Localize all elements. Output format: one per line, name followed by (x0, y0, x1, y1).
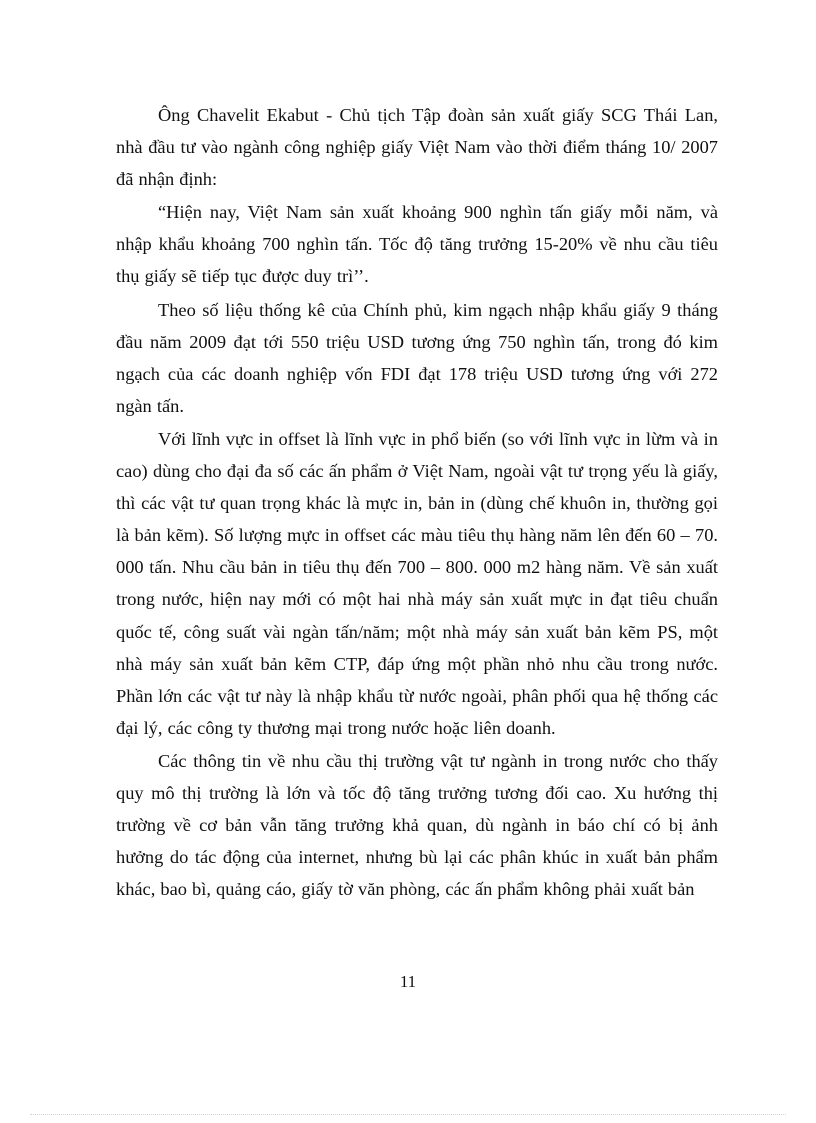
page-number: 11 (399, 972, 417, 991)
paragraph-market-outlook: Các thông tin về nhu cầu thị trường vật tư ngành in trong nước cho thấy quy mô thị trường là lớn và tốc độ tăng trưởng tương đối cao. Xu hướng thị trường về cơ bản vẫn tăng trưởng khả quan, dù ngành in báo chí có bị ảnh hưởng do tác động của internet, nhưng bù lại các phân khúc in xuất bản phẩm khác, bao bì, quảng cáo, giấy tờ văn phòng, các ấn phẩm không phải xuất bản (116, 750, 718, 900)
page-body (116, 99, 718, 906)
paragraph-paper-production-quote: “Hiện nay, Việt Nam sản xuất khoảng 900 nghìn tấn giấy mỗi năm, và nhập khẩu khoảng 700 nghìn tấn. Tốc độ tăng trưởng 15-20% về nhu cầu tiêu thụ giấy sẽ tiếp tục được duy trì’’. (116, 202, 718, 287)
page-bottom-divider (30, 1114, 786, 1115)
paragraph-offset-printing-supplies: Với lĩnh vực in offset là lĩnh vực in phổ biến (so với lĩnh vực in lừm và in cao) dùng cho đại đa số các ấn phẩm ở Việt Nam, ngoài vật tư trọng yếu là giấy, thì các vật tư quan trọng khác là mực in, bản in (dùng chế khuôn in, thường gọi là bản kẽm). Số lượng mực in offset các màu tiêu thụ hàng năm lên đến 60 – 70. 000 tấn. Nhu cầu bản in tiêu thụ đến 700 – 800. 000 m2 hàng năm. Về sản xuất trong nước, hiện nay mới có một hai nhà máy sản xuất mực in đạt tiêu chuẩn quốc tế, công suất vài ngàn tấn/năm; một nhà máy sản xuất bản kẽm PS, một nhà máy sản xuất bản kẽm CTP, đáp ứng một phần nhỏ nhu cầu trong nước. Phần lớn các vật tư này là nhập khẩu từ nước ngoài, phân phối qua hệ thống các đại lý, các công ty thương mại trong nước hoặc liên doanh. (116, 428, 718, 738)
paragraph-paper-import-statistics: Theo số liệu thống kê của Chính phủ, kim ngạch nhập khẩu giấy 9 tháng đầu năm 2009 đạt tới 550 triệu USD tương ứng 750 nghìn tấn, trong đó kim ngạch của các doanh nghiệp vốn FDI đạt 178 triệu USD tương ứng với 272 ngàn tấn. (116, 299, 718, 416)
paragraph-scg-quote-intro: Ông Chavelit Ekabut - Chủ tịch Tập đoàn sản xuất giấy SCG Thái Lan, nhà đầu tư vào ngành công nghiệp giấy Việt Nam vào thời điểm tháng 10/ 2007 đã nhận định: (116, 105, 718, 190)
